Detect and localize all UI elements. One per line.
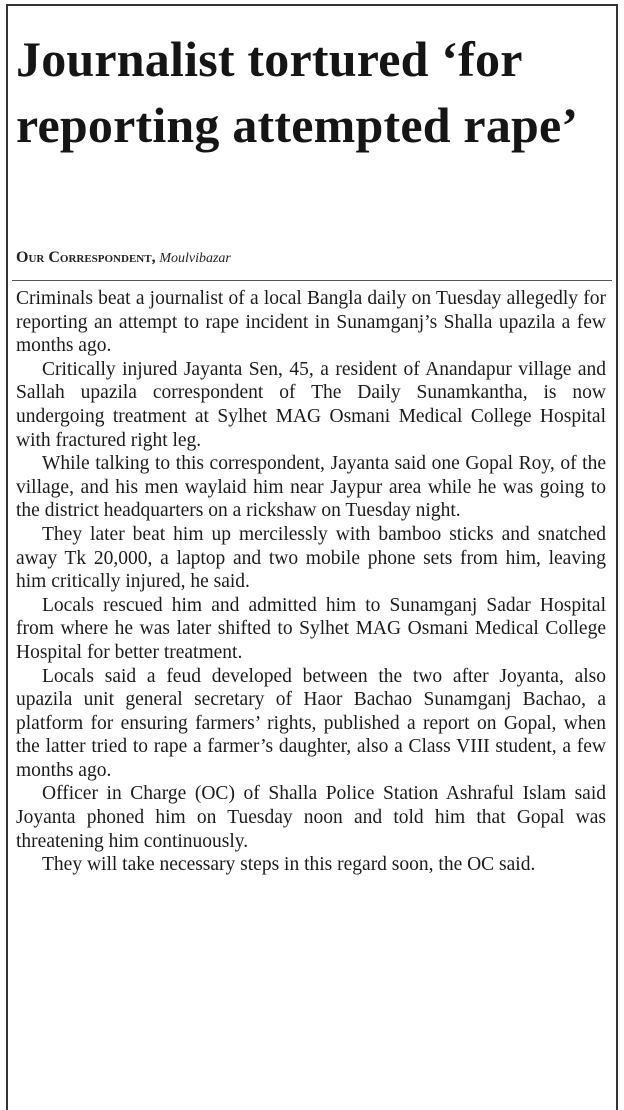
paragraph-5: Locals rescued him and admitted him to Sunamganj Sadar Hospital from where he was later shifted to Sylhet MAG Osmani Medical College Hospital for better treatment. — [16, 594, 606, 663]
byline-divider — [12, 280, 612, 281]
byline — [16, 248, 231, 269]
article-body — [16, 287, 606, 877]
top-border — [6, 4, 618, 6]
paragraph-8: They will take necessary steps in this regard soon, the OC said. — [42, 854, 536, 876]
paragraph-2: Critically injured Jayanta Sen, 45, a resident of Anandapur village and Sallah upazila correspondent of The Daily Sunamkantha, is now undergoing treatment at Sylhet MAG Osmani Medical College Hospital with fractured right leg. — [16, 358, 606, 451]
headline: Journalist tortured ‘for reporting attempted rape’ — [16, 31, 579, 153]
byline-location: Moulvibazar — [159, 251, 231, 266]
left-border — [6, 4, 8, 1110]
paragraph-3: While talking to this correspondent, Jayanta said one Gopal Roy, of the village, and his men waylaid him near Jaypur area while he was going to the district headquarters on a rickshaw on Tuesday night. — [16, 453, 606, 522]
right-border — [616, 4, 618, 1110]
paragraph-4: They later beat him up mercilessly with bamboo sticks and snatched away Tk 20,000, a laptop and two mobile phone sets from him, leaving him critically injured, he said. — [16, 523, 606, 593]
byline-author: Our Correspondent, — [16, 249, 156, 266]
paragraph-6: Locals said a feud developed between the two after Joyanta, also upazila unit general secretary of Haor Bachao Sunamganj Bachao, a platform for ensuring farmers’ rights, published a report on Gopal, when the latter tried to rape a farmer’s daughter, also a Class VIII student, a few months ago. — [16, 665, 606, 781]
paragraph-1: Criminals beat a journalist of a local Bangla daily on Tuesday allegedly for reporting an attempt to rape incident in Sunamganj’s Shalla upazila a few months ago. — [16, 288, 606, 357]
paragraph-7: Officer in Charge (OC) of Shalla Police Station Ashraful Islam said Joyanta phoned him on Tuesday noon and told him that Gopal was threatening him continuously. — [16, 783, 606, 852]
